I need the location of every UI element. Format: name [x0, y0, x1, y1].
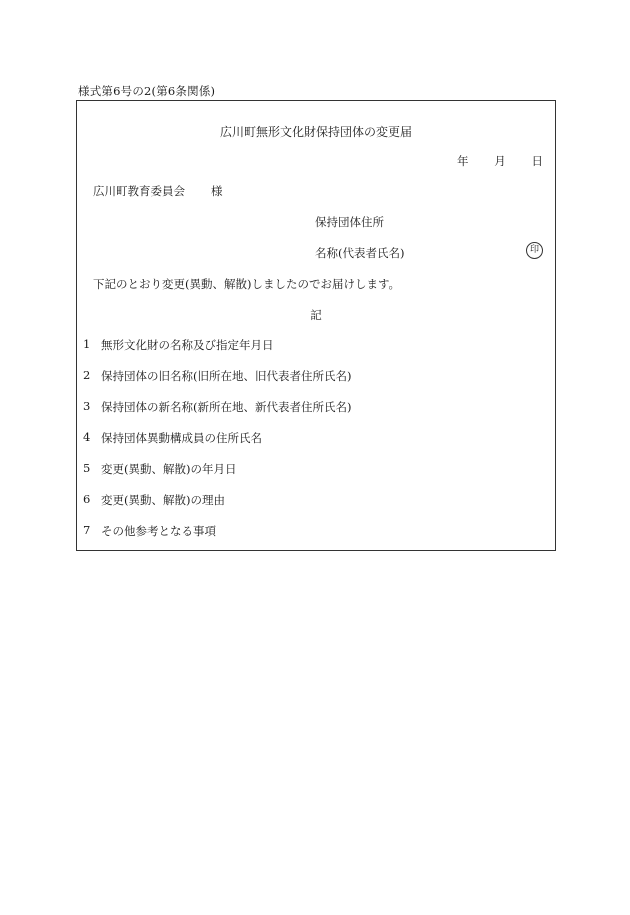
- applicant-address-label: 保持団体住所: [315, 215, 384, 229]
- recipient-name: 広川町教育委員会: [93, 184, 185, 198]
- list-item: [83, 523, 351, 554]
- item-text: 無形文化財の名称及び指定年月日: [101, 338, 274, 352]
- list-item: [83, 461, 351, 492]
- date-year-label: 年: [457, 154, 469, 168]
- item-text: 保持団体異動構成員の住所氏名: [101, 431, 262, 445]
- item-number: 5: [83, 461, 91, 475]
- applicant-name-label: 名称(代表者氏名): [315, 246, 405, 260]
- recipient-honorific: 様: [211, 184, 223, 198]
- recipient-line: [93, 183, 223, 199]
- document-frame: [76, 100, 556, 551]
- statement-text: 下記のとおり変更(異動、解散)しましたのでお届けします。: [93, 277, 401, 291]
- item-number: 6: [83, 492, 91, 506]
- item-number: 2: [83, 368, 91, 382]
- item-text: その他参考となる事項: [101, 524, 216, 538]
- list-item: [83, 399, 351, 430]
- item-text: 変更(異動、解散)の理由: [101, 493, 225, 507]
- item-number: 1: [83, 337, 91, 351]
- item-list: [83, 337, 351, 554]
- item-text: 保持団体の旧名称(旧所在地、旧代表者住所氏名): [101, 369, 352, 383]
- list-item: [83, 337, 351, 368]
- item-text: 変更(異動、解散)の年月日: [101, 462, 237, 476]
- date-day-label: 日: [531, 154, 543, 168]
- list-item: [83, 430, 351, 461]
- list-item: [83, 492, 351, 523]
- item-number: 7: [83, 523, 91, 537]
- ki-heading: 記: [310, 308, 322, 322]
- item-number: 3: [83, 399, 91, 413]
- item-text: 保持団体の新名称(新所在地、新代表者住所氏名): [101, 400, 352, 414]
- date-line: [457, 153, 543, 169]
- list-item: [83, 368, 351, 399]
- date-month-label: 月: [494, 154, 506, 168]
- form-number: 様式第6号の2(第6条関係): [78, 84, 216, 98]
- seal-mark-icon: 印: [526, 242, 543, 259]
- item-number: 4: [83, 430, 91, 444]
- document-title: 広川町無形文化財保持団体の変更届: [219, 125, 412, 139]
